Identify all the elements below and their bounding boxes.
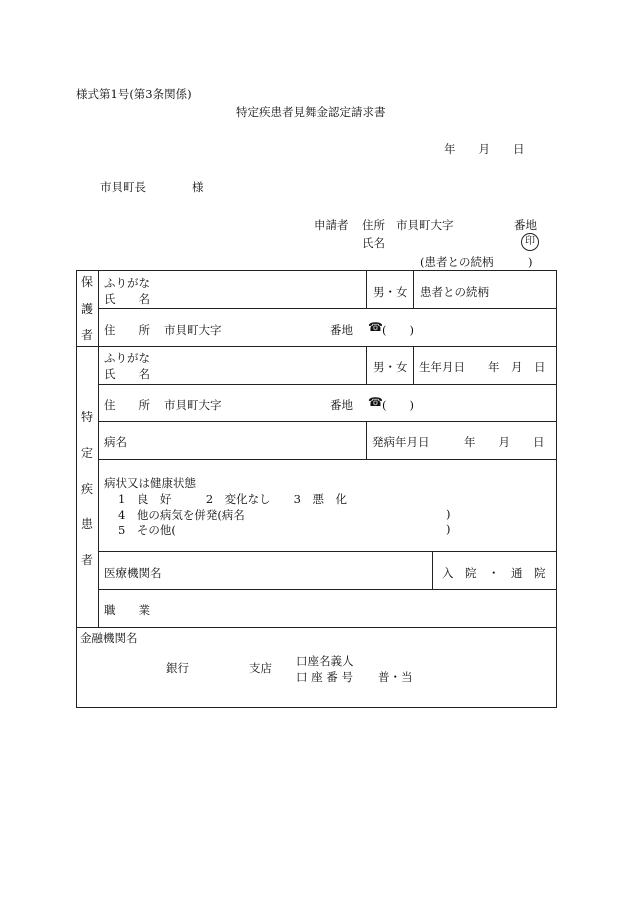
guardian-phone-field: ( ) — [382, 323, 414, 337]
guardian-address-label: 住 所 — [104, 323, 150, 337]
date-line: 年 月 日 — [444, 142, 525, 156]
patient-furigana-label: ふりがな — [104, 351, 150, 365]
applicant-label: 申請者 — [314, 218, 349, 232]
account-number-label: 口 座 番 号 — [296, 670, 353, 684]
applicant-address-suffix: 番地 — [514, 218, 537, 232]
occupation-label: 職 業 — [104, 603, 150, 617]
patient-side-label: 特 定 疾 患 者 — [80, 410, 93, 567]
seal-mark: 印 — [521, 233, 539, 251]
disease-label: 病名 — [104, 435, 127, 449]
condition-option-4: 4 他の病気を併発(病名 — [118, 508, 245, 522]
page-title: 特定疾患者見舞金認定請求書 — [236, 105, 386, 119]
patient-address-suffix: 番地 — [330, 398, 353, 412]
account-type: 普・当 — [378, 670, 413, 684]
applicant-name-label: 氏名 — [362, 236, 385, 250]
patient-address-label: 住 所 — [104, 398, 150, 412]
guardian-address-suffix: 番地 — [330, 323, 353, 337]
patient-sex: 男・女 — [373, 360, 408, 374]
patient-birthdate-label: 生年月日 年 月 日 — [419, 360, 546, 374]
patient-address-prefix: 市貝町大字 — [164, 398, 222, 412]
patient-name-label: 氏 名 — [104, 367, 150, 381]
guardian-relation-label: 患者との続柄 — [420, 285, 489, 299]
bank-name-suffix: 銀行 — [166, 661, 189, 675]
institution-label: 医療機関名 — [104, 566, 162, 580]
addressee: 市貝町長 様 — [100, 180, 204, 194]
admission-type: 入 院 ・ 通 院 — [442, 566, 546, 580]
guardian-side-label: 保 護 者 — [80, 275, 93, 342]
account-holder-label: 口座名義人 — [296, 654, 354, 668]
condition-options-1: 1 良 好 2 変化なし 3 悪 化 — [118, 492, 347, 506]
condition-option-5: 5 その他( — [118, 523, 176, 537]
guardian-name-label: 氏 名 — [104, 292, 150, 306]
branch-name-suffix: 支店 — [249, 661, 272, 675]
guardian-sex: 男・女 — [373, 285, 408, 299]
condition-option-5-close: ) — [446, 522, 451, 536]
bank-section-label: 金融機関名 — [80, 631, 138, 645]
patient-phone-field: ( ) — [382, 398, 414, 412]
phone-icon: ☎ — [368, 320, 383, 334]
form-number: 様式第1号(第3条関係) — [76, 87, 192, 101]
onset-date-label: 発病年月日 年 月 日 — [372, 435, 545, 449]
applicant-address-label: 住所 — [362, 218, 385, 232]
applicant-relation: (患者との続柄 ) — [420, 255, 533, 269]
condition-title: 病状又は健康状態 — [104, 476, 196, 490]
guardian-address-prefix: 市貝町大字 — [164, 323, 222, 337]
phone-icon: ☎ — [368, 395, 383, 409]
guardian-furigana-label: ふりがな — [104, 276, 150, 290]
applicant-address-prefix: 市貝町大字 — [396, 218, 454, 232]
condition-option-4-close: ) — [446, 507, 451, 521]
